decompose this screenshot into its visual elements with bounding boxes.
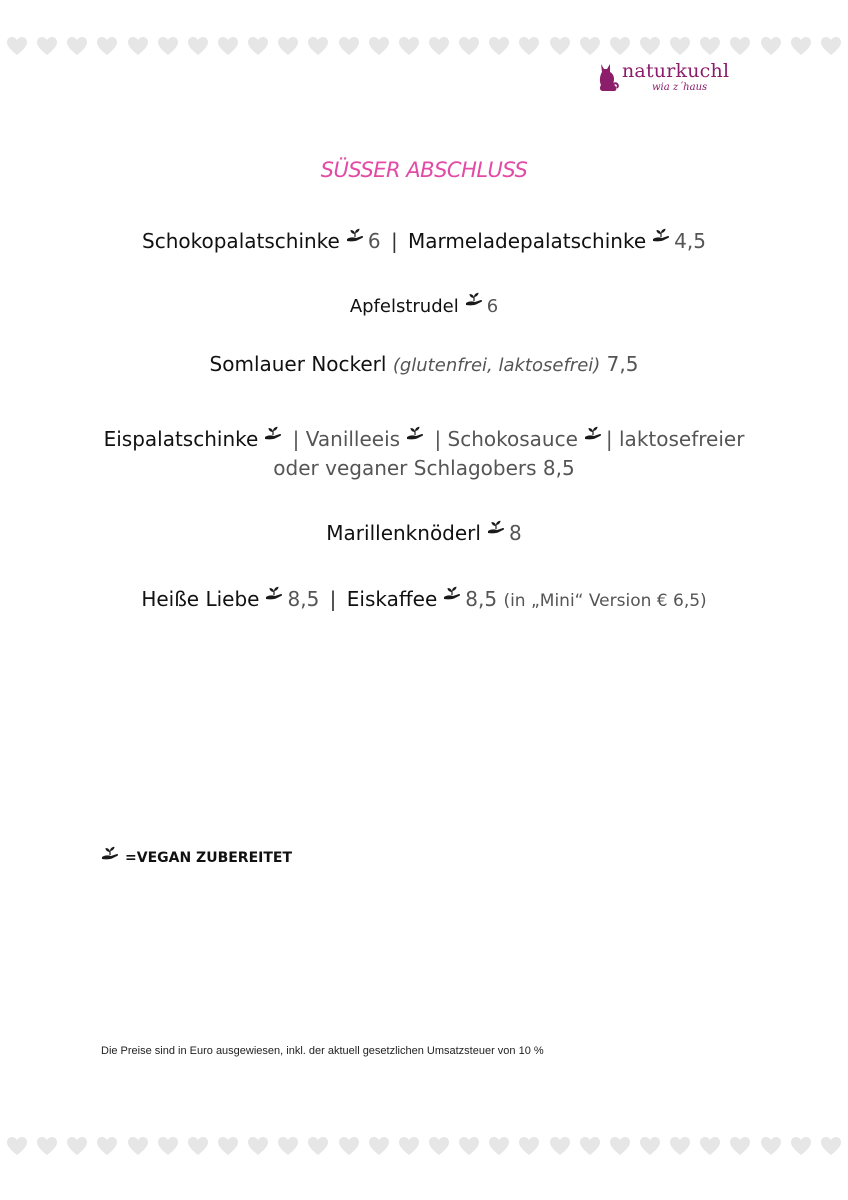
heart-icon: [639, 36, 661, 56]
heart-icon: [127, 1136, 149, 1156]
vegan-plant-hand-icon: [346, 228, 364, 242]
heart-icon: [66, 36, 88, 56]
item-component: | Vanilleeis: [292, 427, 401, 451]
heart-icon: [699, 36, 721, 56]
heart-icon: [518, 36, 540, 56]
logo-brand: naturkuchl: [622, 60, 730, 82]
item-name: Somlauer Nockerl: [209, 352, 387, 376]
heart-icon: [428, 1136, 450, 1156]
menu-item-eispalatschinke-line2: [0, 456, 848, 480]
cat-icon: [596, 62, 620, 92]
bottom-heart-border: [0, 1136, 848, 1164]
item-price: 4,5: [674, 229, 706, 253]
item-component: | Schokosauce: [434, 427, 578, 451]
heart-icon: [127, 36, 149, 56]
item-price: 6: [367, 229, 381, 253]
heart-icon: [6, 1136, 28, 1156]
heart-icon: [609, 36, 631, 56]
heart-icon: [760, 1136, 782, 1156]
vegan-plant-hand-icon: [487, 520, 505, 534]
vegan-plant-hand-icon: [101, 846, 119, 860]
heart-icon: [518, 1136, 540, 1156]
vegan-plant-hand-icon: [465, 292, 483, 306]
heart-icon: [549, 36, 571, 56]
logo-tagline: wia z´haus: [652, 82, 708, 93]
heart-icon: [307, 1136, 329, 1156]
heart-icon: [338, 36, 360, 56]
heart-icon: [96, 1136, 118, 1156]
separator: |: [329, 587, 337, 611]
heart-icon: [277, 36, 299, 56]
legend-text: =VEGAN ZUBEREITET: [125, 850, 293, 866]
vegan-plant-hand-icon: [264, 426, 282, 440]
heart-icon: [579, 36, 601, 56]
menu-item-palatschinken: [0, 228, 848, 253]
vegan-legend: [101, 846, 292, 866]
heart-icon: [307, 36, 329, 56]
item-component: oder veganer Schlagobers 8,5: [273, 456, 575, 480]
item-name: Apfelstrudel: [349, 296, 459, 317]
vegan-plant-hand-icon: [406, 426, 424, 440]
heart-icon: [66, 1136, 88, 1156]
heart-icon: [729, 1136, 751, 1156]
menu-item-eispalatschinke: [0, 426, 848, 451]
item-name: Eiskaffee: [346, 587, 438, 611]
heart-icon: [368, 36, 390, 56]
heart-icon: [277, 1136, 299, 1156]
heart-icon: [36, 36, 58, 56]
item-component: | laktosefreier: [605, 427, 745, 451]
heart-icon: [338, 1136, 360, 1156]
heart-icon: [820, 36, 842, 56]
heart-icon: [398, 1136, 420, 1156]
heart-icon: [488, 1136, 510, 1156]
heart-icon: [729, 36, 751, 56]
heart-icon: [398, 36, 420, 56]
heart-icon: [6, 36, 28, 56]
heart-icon: [247, 36, 269, 56]
menu-item-somlauer-nockerl: [0, 352, 848, 376]
item-name: Heiße Liebe: [141, 587, 260, 611]
heart-icon: [428, 36, 450, 56]
menu-item-marillenknoederl: [0, 520, 848, 545]
item-price: 8,5: [465, 587, 498, 611]
heart-icon: [639, 1136, 661, 1156]
heart-icon: [187, 1136, 209, 1156]
heart-icon: [217, 1136, 239, 1156]
heart-icon: [157, 1136, 179, 1156]
heart-icon: [458, 36, 480, 56]
item-name: Marmeladepalatschinke: [408, 229, 647, 253]
vegan-plant-hand-icon: [652, 228, 670, 242]
heart-icon: [669, 36, 691, 56]
menu-item-apfelstrudel: [0, 292, 848, 317]
item-note: (glutenfrei, laktosefrei): [392, 355, 601, 376]
section-title: SÜSSER ABSCHLUSS: [320, 158, 528, 182]
vegan-plant-hand-icon: [584, 426, 602, 440]
item-name: Marillenknöderl: [326, 521, 481, 545]
item-price: 8,5: [287, 587, 320, 611]
item-price: 6: [486, 296, 499, 317]
heart-icon: [368, 1136, 390, 1156]
heart-icon: [790, 36, 812, 56]
vegan-plant-hand-icon: [265, 586, 283, 600]
heart-icon: [187, 36, 209, 56]
item-price: 7,5: [606, 352, 639, 376]
item-name: Eispalatschinke: [103, 427, 259, 451]
logo: [596, 60, 746, 100]
heart-icon: [579, 1136, 601, 1156]
heart-icon: [609, 1136, 631, 1156]
heart-icon: [217, 36, 239, 56]
heart-icon: [790, 1136, 812, 1156]
item-note: (in „Mini“ Version € 6,5): [503, 591, 707, 611]
price-footnote: Die Preise sind in Euro ausgewiesen, inkl. der aktuell gesetzlichen Umsatzsteuer von 10 %: [101, 1045, 544, 1057]
heart-icon: [820, 1136, 842, 1156]
heart-icon: [699, 1136, 721, 1156]
heart-icon: [760, 36, 782, 56]
heart-icon: [488, 36, 510, 56]
vegan-plant-hand-icon: [443, 586, 461, 600]
heart-icon: [247, 1136, 269, 1156]
heart-icon: [458, 1136, 480, 1156]
item-name: Schokopalatschinke: [142, 229, 340, 253]
heart-icon: [36, 1136, 58, 1156]
heart-icon: [669, 1136, 691, 1156]
heart-icon: [96, 36, 118, 56]
menu-item-heisse-liebe: [0, 586, 848, 611]
separator: |: [390, 229, 398, 253]
item-price: 8: [508, 521, 522, 545]
heart-icon: [157, 36, 179, 56]
heart-icon: [549, 1136, 571, 1156]
